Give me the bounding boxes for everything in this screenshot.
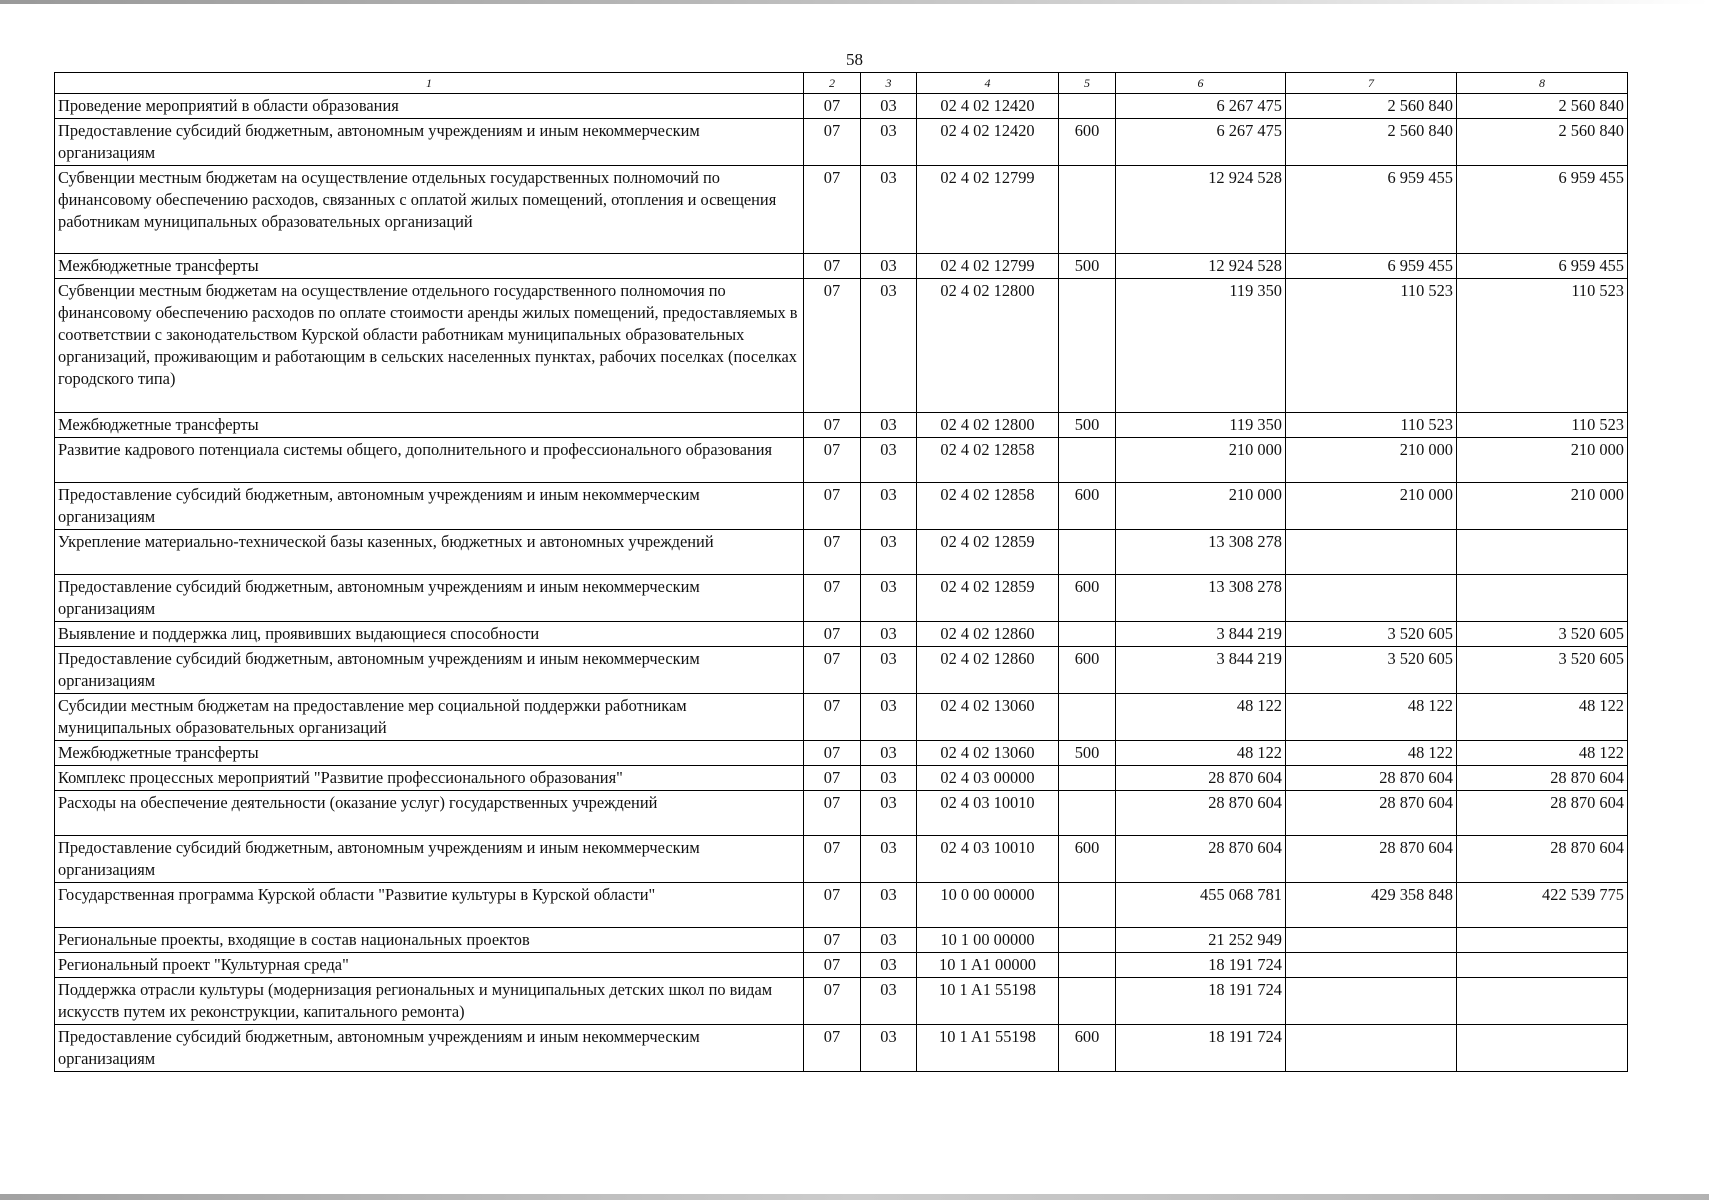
target-article-code: 02 4 02 12800 (917, 279, 1059, 413)
column-header: 8 (1457, 73, 1628, 94)
section-code: 07 (804, 438, 861, 483)
amount-col-7: 429 358 848 (1286, 883, 1457, 928)
subsection-code: 03 (861, 883, 917, 928)
scan-edge-bottom (0, 1194, 1709, 1200)
target-article-code: 10 1 A1 55198 (917, 1025, 1059, 1072)
amount-col-7: 110 523 (1286, 279, 1457, 413)
row-description: Укрепление материально-технической базы казенных, бюджетных и автономных учреждений (55, 530, 804, 575)
row-description: Проведение мероприятий в области образования (55, 94, 804, 119)
column-header: 7 (1286, 73, 1457, 94)
amount-col-7: 3 520 605 (1286, 647, 1457, 694)
subsection-code: 03 (861, 836, 917, 883)
expense-type-code (1059, 166, 1116, 254)
subsection-code: 03 (861, 953, 917, 978)
section-code: 07 (804, 94, 861, 119)
row-description: Расходы на обеспечение деятельности (оказание услуг) государственных учреждений (55, 791, 804, 836)
target-article-code: 02 4 02 12800 (917, 413, 1059, 438)
amount-col-8: 210 000 (1457, 438, 1628, 483)
section-code: 07 (804, 166, 861, 254)
amount-col-8 (1457, 978, 1628, 1025)
subsection-code: 03 (861, 766, 917, 791)
amount-col-8 (1457, 928, 1628, 953)
amount-col-6: 28 870 604 (1116, 836, 1286, 883)
target-article-code: 02 4 02 13060 (917, 694, 1059, 741)
amount-col-6: 48 122 (1116, 694, 1286, 741)
table-row (55, 883, 1628, 928)
amount-col-8 (1457, 1025, 1628, 1072)
amount-col-7 (1286, 928, 1457, 953)
target-article-code: 10 1 A1 00000 (917, 953, 1059, 978)
row-description: Выявление и поддержка лиц, проявивших выдающиеся способности (55, 622, 804, 647)
amount-col-7: 210 000 (1286, 483, 1457, 530)
amount-col-6: 210 000 (1116, 483, 1286, 530)
amount-col-7 (1286, 953, 1457, 978)
section-code: 07 (804, 622, 861, 647)
amount-col-7: 110 523 (1286, 413, 1457, 438)
amount-col-7: 48 122 (1286, 741, 1457, 766)
amount-col-6: 18 191 724 (1116, 978, 1286, 1025)
section-code: 07 (804, 953, 861, 978)
target-article-code: 10 1 00 00000 (917, 928, 1059, 953)
subsection-code: 03 (861, 928, 917, 953)
amount-col-6: 119 350 (1116, 413, 1286, 438)
target-article-code: 02 4 02 12799 (917, 254, 1059, 279)
subsection-code: 03 (861, 741, 917, 766)
target-article-code: 02 4 02 13060 (917, 741, 1059, 766)
target-article-code: 02 4 02 12859 (917, 575, 1059, 622)
section-code: 07 (804, 694, 861, 741)
table-row (55, 119, 1628, 166)
amount-col-8: 422 539 775 (1457, 883, 1628, 928)
section-code: 07 (804, 791, 861, 836)
column-header: 2 (804, 73, 861, 94)
amount-col-8: 2 560 840 (1457, 119, 1628, 166)
subsection-code: 03 (861, 647, 917, 694)
row-description: Предоставление субсидий бюджетным, автономным учреждениям и иным некоммерческим организациям (55, 119, 804, 166)
table-row (55, 254, 1628, 279)
table-row (55, 483, 1628, 530)
subsection-code: 03 (861, 978, 917, 1025)
subsection-code: 03 (861, 530, 917, 575)
expense-type-code: 600 (1059, 575, 1116, 622)
subsection-code: 03 (861, 575, 917, 622)
amount-col-7 (1286, 530, 1457, 575)
section-code: 07 (804, 254, 861, 279)
table-row (55, 413, 1628, 438)
subsection-code: 03 (861, 483, 917, 530)
target-article-code: 02 4 03 10010 (917, 836, 1059, 883)
row-description: Субвенции местным бюджетам на осуществление отдельных государственных полномочий по финансовому обеспечению расходов, связанных с оплатой жилых помещений, отопления и освещения работникам муниципальных образовательных организаций (55, 166, 804, 254)
amount-col-7: 48 122 (1286, 694, 1457, 741)
section-code: 07 (804, 119, 861, 166)
amount-col-8: 3 520 605 (1457, 647, 1628, 694)
table-row (55, 953, 1628, 978)
amount-col-7 (1286, 575, 1457, 622)
target-article-code: 02 4 02 12860 (917, 647, 1059, 694)
amount-col-6: 13 308 278 (1116, 530, 1286, 575)
expense-type-code (1059, 766, 1116, 791)
amount-col-7 (1286, 1025, 1457, 1072)
budget-table (54, 72, 1628, 1072)
row-description: Региональный проект "Культурная среда" (55, 953, 804, 978)
amount-col-7: 6 959 455 (1286, 254, 1457, 279)
table-row (55, 928, 1628, 953)
subsection-code: 03 (861, 413, 917, 438)
section-code: 07 (804, 1025, 861, 1072)
target-article-code: 02 4 02 12859 (917, 530, 1059, 575)
target-article-code: 10 0 00 00000 (917, 883, 1059, 928)
expense-type-code: 500 (1059, 741, 1116, 766)
amount-col-7 (1286, 978, 1457, 1025)
amount-col-6: 119 350 (1116, 279, 1286, 413)
amount-col-8: 210 000 (1457, 483, 1628, 530)
row-description: Предоставление субсидий бюджетным, автономным учреждениям и иным некоммерческим организациям (55, 647, 804, 694)
amount-col-6: 13 308 278 (1116, 575, 1286, 622)
expense-type-code (1059, 530, 1116, 575)
expense-type-code: 600 (1059, 836, 1116, 883)
table-body (55, 94, 1628, 1072)
section-code: 07 (804, 928, 861, 953)
amount-col-8: 2 560 840 (1457, 94, 1628, 119)
amount-col-6: 28 870 604 (1116, 766, 1286, 791)
amount-col-6: 12 924 528 (1116, 166, 1286, 254)
table-row (55, 94, 1628, 119)
amount-col-8: 3 520 605 (1457, 622, 1628, 647)
section-code: 07 (804, 766, 861, 791)
section-code: 07 (804, 883, 861, 928)
row-description: Государственная программа Курской области "Развитие культуры в Курской области" (55, 883, 804, 928)
row-description: Региональные проекты, входящие в состав национальных проектов (55, 928, 804, 953)
amount-col-6: 6 267 475 (1116, 119, 1286, 166)
table-row (55, 575, 1628, 622)
subsection-code: 03 (861, 94, 917, 119)
expense-type-code (1059, 94, 1116, 119)
column-header: 3 (861, 73, 917, 94)
row-description: Межбюджетные трансферты (55, 741, 804, 766)
expense-type-code (1059, 622, 1116, 647)
subsection-code: 03 (861, 622, 917, 647)
row-description: Предоставление субсидий бюджетным, автономным учреждениям и иным некоммерческим организациям (55, 575, 804, 622)
amount-col-7: 28 870 604 (1286, 766, 1457, 791)
expense-type-code: 600 (1059, 1025, 1116, 1072)
column-header: 5 (1059, 73, 1116, 94)
expense-type-code (1059, 438, 1116, 483)
amount-col-6: 28 870 604 (1116, 791, 1286, 836)
amount-col-6: 18 191 724 (1116, 1025, 1286, 1072)
column-header: 6 (1116, 73, 1286, 94)
amount-col-6: 6 267 475 (1116, 94, 1286, 119)
amount-col-8: 6 959 455 (1457, 254, 1628, 279)
table-row (55, 1025, 1628, 1072)
section-code: 07 (804, 413, 861, 438)
amount-col-6: 3 844 219 (1116, 647, 1286, 694)
amount-col-6: 455 068 781 (1116, 883, 1286, 928)
expense-type-code (1059, 953, 1116, 978)
amount-col-7: 28 870 604 (1286, 791, 1457, 836)
section-code: 07 (804, 483, 861, 530)
subsection-code: 03 (861, 694, 917, 741)
target-article-code: 02 4 02 12420 (917, 119, 1059, 166)
expense-type-code (1059, 279, 1116, 413)
expense-type-code (1059, 694, 1116, 741)
subsection-code: 03 (861, 166, 917, 254)
amount-col-8: 28 870 604 (1457, 836, 1628, 883)
target-article-code: 02 4 02 12799 (917, 166, 1059, 254)
header-row (55, 73, 1628, 94)
target-article-code: 02 4 02 12420 (917, 94, 1059, 119)
expense-type-code: 500 (1059, 413, 1116, 438)
row-description: Субсидии местным бюджетам на предоставление мер социальной поддержки работникам муниципальных образовательных организаций (55, 694, 804, 741)
section-code: 07 (804, 741, 861, 766)
section-code: 07 (804, 647, 861, 694)
section-code: 07 (804, 978, 861, 1025)
row-description: Субвенции местным бюджетам на осуществление отдельного государственного полномочия по финансовому обеспечению расходов по оплате стоимости аренды жилых помещений, предоставляемых в соответствии с законодательством Курской области работникам муниципальных образовательных организаций, проживающим и работающим в сельских населенных пунктах, рабочих поселках (поселках городского типа) (55, 279, 804, 413)
expense-type-code: 600 (1059, 647, 1116, 694)
amount-col-8: 6 959 455 (1457, 166, 1628, 254)
expense-type-code: 600 (1059, 483, 1116, 530)
amount-col-8 (1457, 530, 1628, 575)
target-article-code: 10 1 A1 55198 (917, 978, 1059, 1025)
amount-col-7: 210 000 (1286, 438, 1457, 483)
amount-col-7: 2 560 840 (1286, 119, 1457, 166)
column-header: 1 (55, 73, 804, 94)
table-row (55, 978, 1628, 1025)
amount-col-6: 210 000 (1116, 438, 1286, 483)
table-row (55, 530, 1628, 575)
subsection-code: 03 (861, 791, 917, 836)
amount-col-8: 48 122 (1457, 694, 1628, 741)
table-row (55, 279, 1628, 413)
amount-col-8: 28 870 604 (1457, 766, 1628, 791)
amount-col-7: 3 520 605 (1286, 622, 1457, 647)
row-description: Межбюджетные трансферты (55, 254, 804, 279)
amount-col-8: 110 523 (1457, 413, 1628, 438)
section-code: 07 (804, 279, 861, 413)
table-row (55, 166, 1628, 254)
row-description: Комплекс процессных мероприятий "Развитие профессионального образования" (55, 766, 804, 791)
amount-col-6: 12 924 528 (1116, 254, 1286, 279)
page-number: 58 (846, 50, 863, 69)
table-row (55, 694, 1628, 741)
amount-col-8: 110 523 (1457, 279, 1628, 413)
amount-col-7: 28 870 604 (1286, 836, 1457, 883)
target-article-code: 02 4 02 12858 (917, 483, 1059, 530)
amount-col-8: 48 122 (1457, 741, 1628, 766)
amount-col-6: 3 844 219 (1116, 622, 1286, 647)
subsection-code: 03 (861, 254, 917, 279)
row-description: Предоставление субсидий бюджетным, автономным учреждениям и иным некоммерческим организациям (55, 1025, 804, 1072)
expense-type-code: 600 (1059, 119, 1116, 166)
amount-col-8 (1457, 575, 1628, 622)
amount-col-6: 21 252 949 (1116, 928, 1286, 953)
table-row (55, 791, 1628, 836)
table-row (55, 647, 1628, 694)
row-description: Развитие кадрового потенциала системы общего, дополнительного и профессионального образования (55, 438, 804, 483)
amount-col-8: 28 870 604 (1457, 791, 1628, 836)
section-code: 07 (804, 530, 861, 575)
target-article-code: 02 4 03 00000 (917, 766, 1059, 791)
target-article-code: 02 4 03 10010 (917, 791, 1059, 836)
table-row (55, 622, 1628, 647)
subsection-code: 03 (861, 119, 917, 166)
table-row (55, 836, 1628, 883)
subsection-code: 03 (861, 1025, 917, 1072)
row-description: Поддержка отрасли культуры (модернизация региональных и муниципальных детских школ по видам искусств путем их реконструкции, капитального ремонта) (55, 978, 804, 1025)
section-code: 07 (804, 575, 861, 622)
subsection-code: 03 (861, 279, 917, 413)
amount-col-6: 48 122 (1116, 741, 1286, 766)
expense-type-code (1059, 791, 1116, 836)
target-article-code: 02 4 02 12858 (917, 438, 1059, 483)
expense-type-code (1059, 978, 1116, 1025)
expense-type-code: 500 (1059, 254, 1116, 279)
row-description: Предоставление субсидий бюджетным, автономным учреждениям и иным некоммерческим организациям (55, 836, 804, 883)
expense-type-code (1059, 883, 1116, 928)
column-header: 4 (917, 73, 1059, 94)
scan-edge-top (0, 0, 1709, 4)
subsection-code: 03 (861, 438, 917, 483)
expense-type-code (1059, 928, 1116, 953)
amount-col-8 (1457, 953, 1628, 978)
amount-col-7: 6 959 455 (1286, 166, 1457, 254)
target-article-code: 02 4 02 12860 (917, 622, 1059, 647)
row-description: Межбюджетные трансферты (55, 413, 804, 438)
table-row (55, 741, 1628, 766)
table-row (55, 438, 1628, 483)
section-code: 07 (804, 836, 861, 883)
amount-col-6: 18 191 724 (1116, 953, 1286, 978)
amount-col-7: 2 560 840 (1286, 94, 1457, 119)
row-description: Предоставление субсидий бюджетным, автономным учреждениям и иным некоммерческим организациям (55, 483, 804, 530)
table-row (55, 766, 1628, 791)
